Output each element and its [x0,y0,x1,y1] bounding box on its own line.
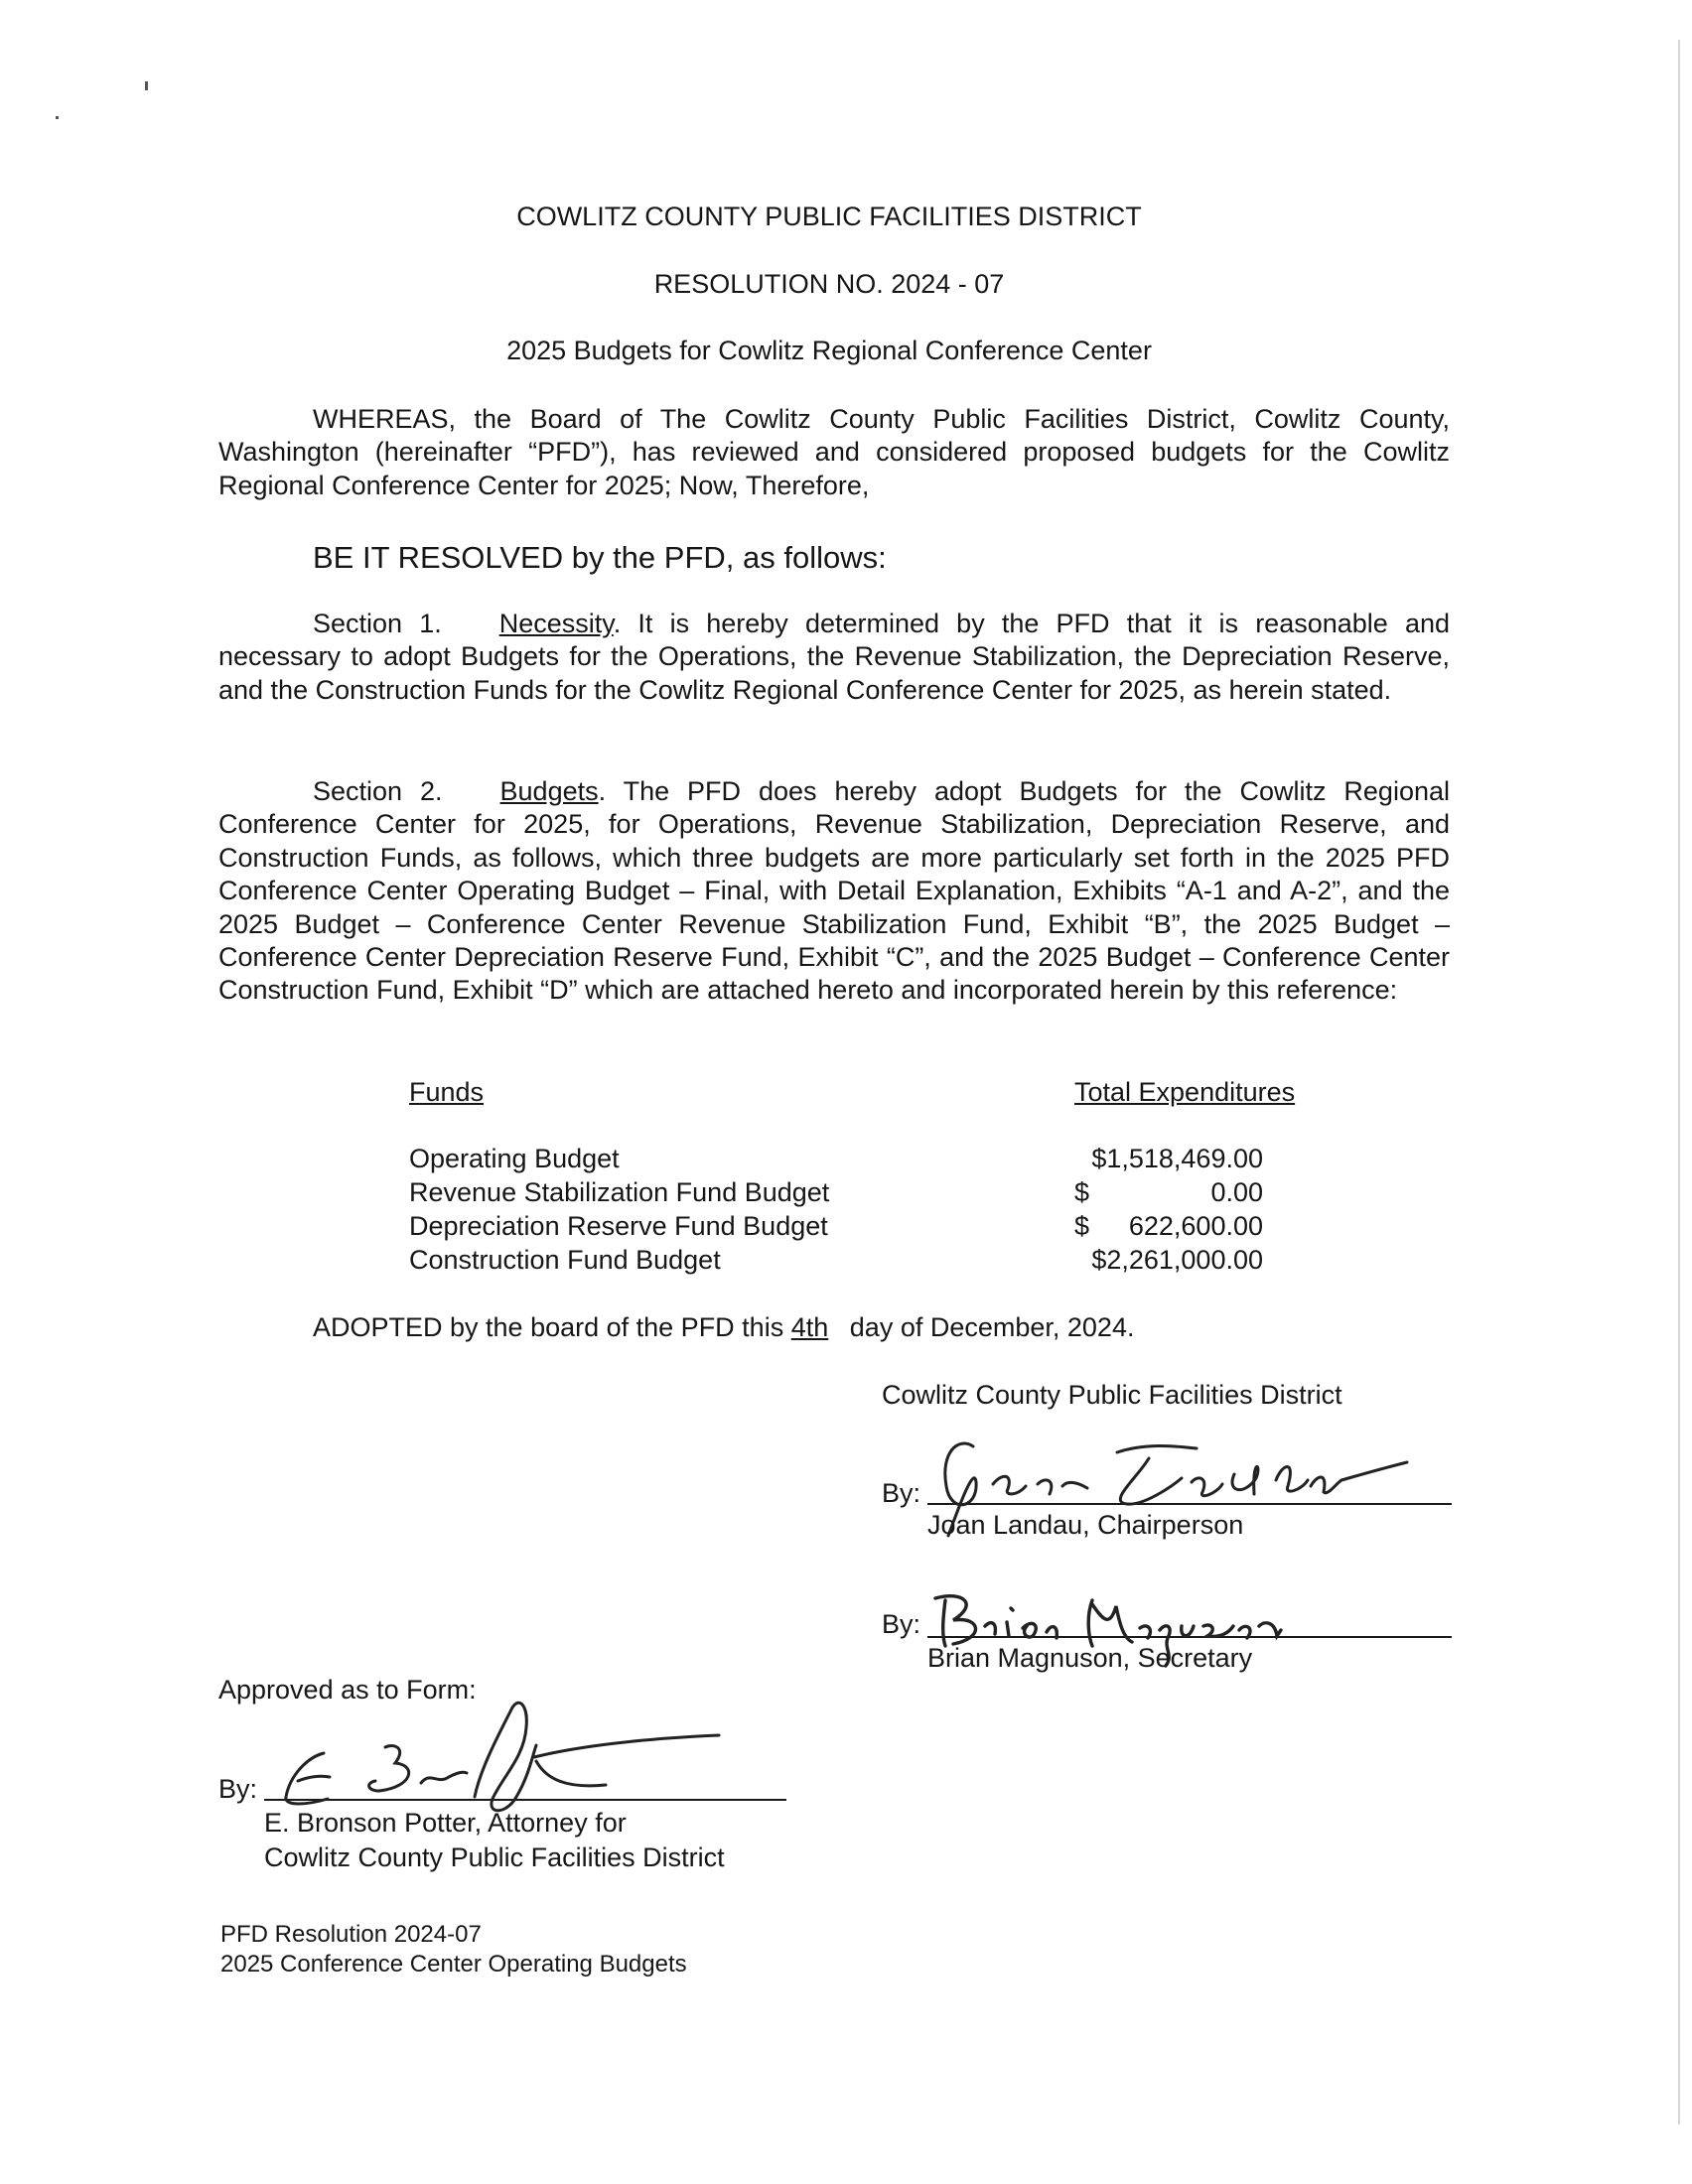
chair-name: Joan Landau, Chairperson [927,1510,1244,1540]
scan-speck [145,81,148,90]
adopted-day: 4th [790,1312,829,1342]
fund-amount-value: 622,600.00 [1128,1211,1263,1241]
adopted-prefix: ADOPTED by the board of the PFD this [313,1312,784,1342]
fund-amount-value: $1,518,469.00 [1091,1144,1263,1173]
fund-amount-currency: $ [1074,1211,1090,1241]
section-1-label: Section 1. [313,609,442,638]
attorney-signature-mark [268,1688,735,1827]
fund-name: Construction Fund Budget [409,1245,721,1275]
section-2-label: Section 2. [313,776,443,806]
scan-speck [56,116,59,119]
adopted-line [313,1311,1134,1344]
org-title: COWLITZ COUNTY PUBLIC FACILITIES DISTRICT [516,202,1142,231]
resolved-line: BE IT RESOLVED by the PFD, as follows: [313,540,887,575]
whereas-text: WHEREAS, the Board of The Cowlitz County Public Facilities District, Cowlitz County, Washington (hereinafter “PFD”), has reviewed and considered proposed budgets for the Cowlitz Regional Conference Center for 2025; Now, Therefore, [218,404,1450,500]
attorney-line-2: Cowlitz County Public Facilities District [264,1843,725,1872]
section-1-paragraph [218,608,1450,707]
district-name: Cowlitz County Public Facilities District [882,1380,1342,1410]
attorney-line-1: E. Bronson Potter, Attorney for [264,1808,627,1838]
section-2-heading: Budgets [499,776,599,806]
whereas-paragraph [218,403,1450,502]
fund-name: Depreciation Reserve Fund Budget [409,1211,828,1241]
chair-by-label: By: [882,1478,921,1508]
funds-column-header: Funds [409,1077,485,1107]
attorney-by-label: By: [218,1774,258,1804]
secretary-by-label: By: [882,1609,921,1639]
scan-edge-mark [1678,40,1680,2124]
section-1-heading: Necessity [498,609,614,638]
fund-amount-currency: $ [1074,1177,1090,1207]
fund-name: Operating Budget [409,1144,620,1173]
secretary-name: Brian Magnuson, Secretary [927,1643,1253,1673]
section-2-paragraph [218,775,1450,1008]
fund-amount-value: 0.00 [1210,1177,1263,1207]
approved-as-to-form-label: Approved as to Form: [218,1675,477,1705]
footer-budgets: 2025 Conference Center Operating Budgets [220,1951,687,1978]
total-expenditures-column-header: Total Expenditures [1074,1077,1296,1107]
section-1-text: . It is hereby determined by the PFD that it is reasonable and necessary to adopt Budgets for the Operations, the Revenue Stabilization, the Depreciation Reserve, and the Construction Funds for the Cowlitz Regional Conference Center for 2025, as herein stated. [218,609,1451,705]
resolution-number: RESOLUTION NO. 2024 - 07 [653,269,1005,299]
resolution-subtitle: 2025 Budgets for Cowlitz Regional Conference Center [506,336,1152,365]
fund-amount-value: $2,261,000.00 [1091,1245,1263,1275]
adopted-suffix: day of December, 2024. [849,1312,1135,1342]
fund-name: Revenue Stabilization Fund Budget [409,1177,830,1207]
section-2-text: . The PFD does hereby adopt Budgets for the Cowlitz Regional Conference Center for 2025, for Operations, Revenue Stabilization, Depreciation Reserve, and Construction Funds, as follows, which three budgets are more particularly set forth in the 2025 PFD Conference Center Operating Budget – Final, with Detail Explanation, Exhibits “A-1 and A-2”, and the 2025 Budget – Conference Center Revenue Stabilization Fund, Exhibit “B”, the 2025 Budget – Conference Center Depreciation Reserve Fund, Exhibit “C”, and the 2025 Budget – Conference Center Construction Fund, Exhibit “D” which are attached hereto and incorporated herein by this reference: [218,776,1450,1006]
footer-resolution: PFD Resolution 2024-07 [220,1921,482,1948]
